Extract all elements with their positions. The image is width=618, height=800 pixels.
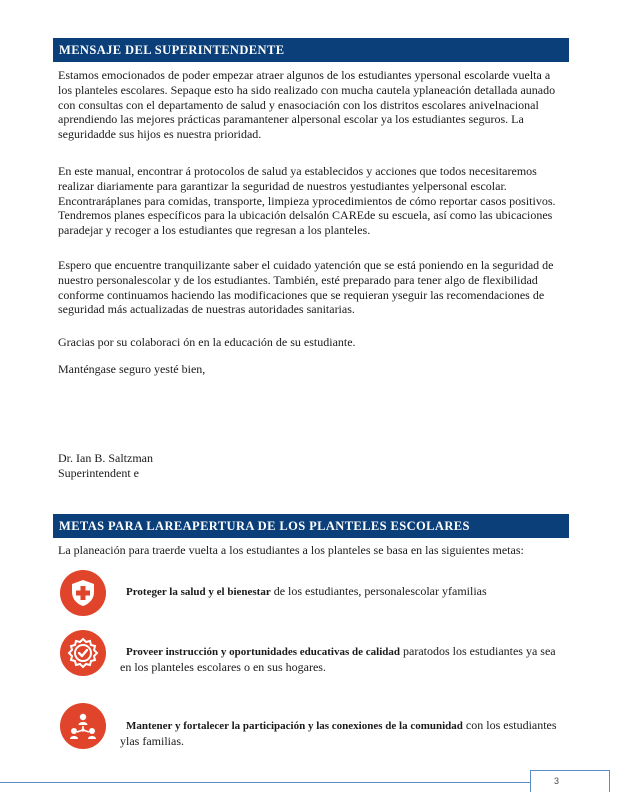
community-network-icon [60, 703, 106, 749]
paragraph-intro: Estamos emocionados de poder empezar atraer algunos de los estudiantes ypersonal escolarde vuelta a los planteles escolares. Sepaque esto ha sido realizado con mucha cautela yplaneación detallada aunado con consultas con el departamento de salud y enasociación con los distritos escolares anivelnacional aprendiendo las mejores prácticas paramantener alpersonal escolar ya los estudiantes seguros. La seguridadde sus hijos es nuestra prioridad. [58, 68, 556, 142]
paragraph-manual: En este manual, encontrar á protocolos de salud ya establecidos y acciones que todos necesitaremos realizar diariamente para garantizar la seguridad de nuestros yestudiantes yelpersonal escolar. Encontraráplanes para comidas, transporte, limpieza yprocedimientos de cómo reportar casos positivos. Tendremos planes específicos para la ubicación delsalón CAREde su escuela, así como las ubicaciones paradejar y recoger a los estudiantes que regresan a los planteles. [58, 164, 556, 238]
goal-3-bold: Mantener y fortalecer la participación y las conexiones de la comunidad [126, 720, 463, 732]
goals-intro: La planeación para traerde vuelta a los estudiantes a los planteles se basa en las siguientes metas: [58, 543, 524, 557]
section-heading-superintendent: MENSAJE DEL SUPERINTENDENTE [53, 38, 569, 62]
signature-title: Superintendent e [58, 466, 139, 480]
goal-3-text: con los estudiantes ylas familias. [120, 718, 557, 748]
paragraph-thanks: Gracias por su colaboraci ón en la educación de su estudiante. [58, 335, 356, 349]
goal-1-text: de los estudiantes, personalescolar yfamilias [270, 584, 487, 598]
paragraph-safety: Espero que encuentre tranquilizante saber el cuidado yatención que se está poniendo en la seguridad de nuestro personalescolar y de los estudiantes. También, esté preparado para tener algo de flexibilidad conforme continuamos haciendo las modificaciones que se requieran yseguir las recomendaciones de seguridad más actualizadas de nuestras autoridades sanitarias. [58, 258, 554, 317]
goal-item-3 [120, 718, 562, 749]
goal-2-bold: Proveer instrucción y oportunidades educativas de calidad [126, 646, 400, 658]
health-shield-icon [60, 570, 106, 616]
page-number: 3 [554, 776, 560, 786]
goal-item-2 [120, 644, 562, 675]
goal-item-1 [120, 584, 562, 600]
signature-name: Dr. Ian B. Saltzman [58, 451, 153, 465]
paragraph-closing: Manténgase seguro yesté bien, [58, 362, 206, 376]
goal-1-bold: Proteger la salud y el bienestar [126, 586, 271, 598]
quality-check-badge-icon [60, 630, 106, 676]
footer-rule [0, 782, 530, 783]
section-heading-goals: METAS PARA LAREAPERTURA DE LOS PLANTELES ESCOLARES [53, 514, 569, 538]
page-number-box [530, 770, 610, 792]
goal-2-text: paratodos los estudiantes ya sea en los planteles escolares o en sus hogares. [120, 644, 556, 674]
